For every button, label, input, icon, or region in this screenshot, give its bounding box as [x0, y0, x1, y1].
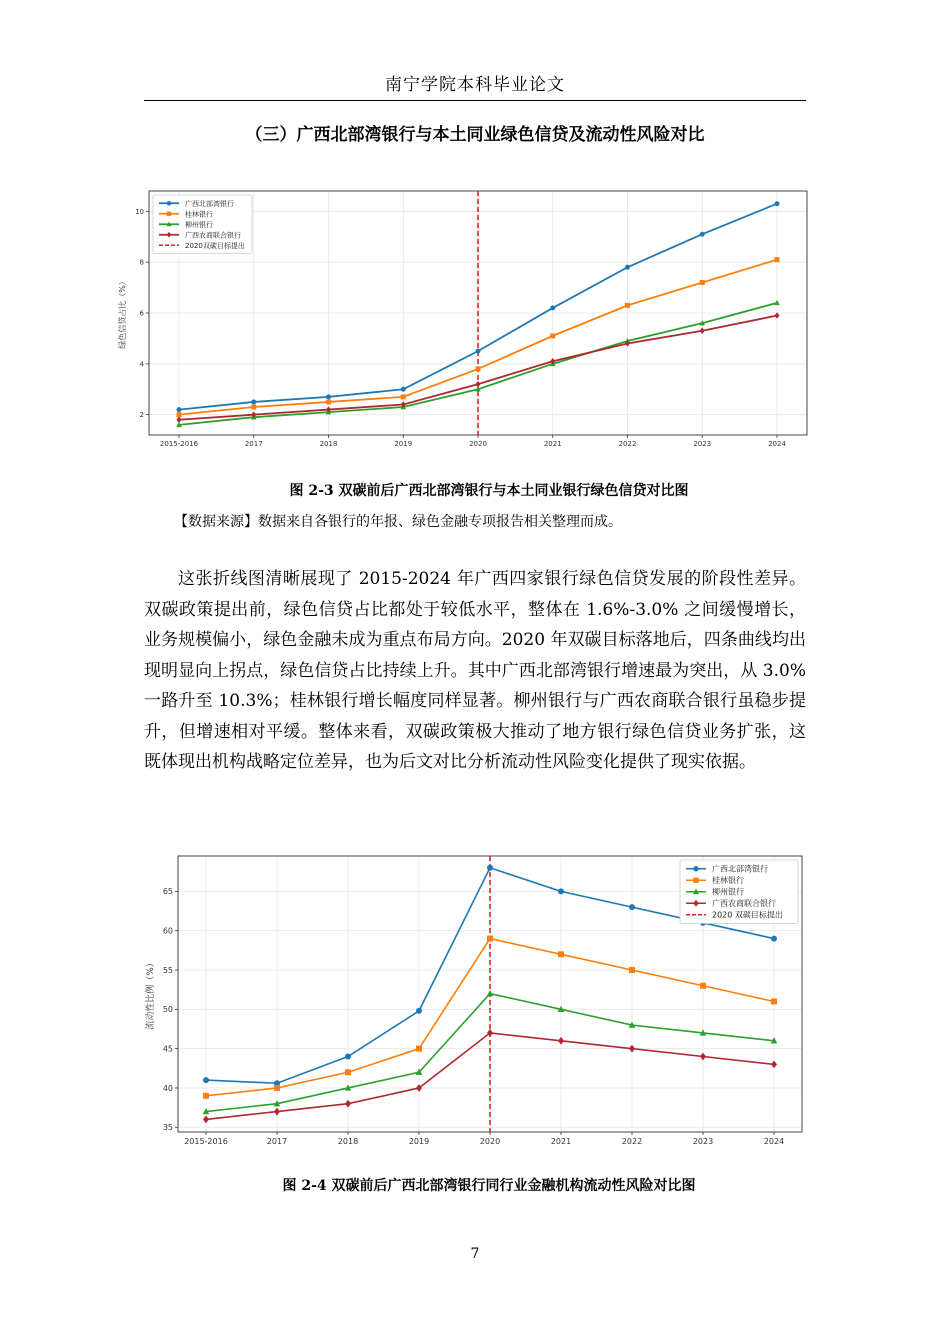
figure-caption-2: 图 2-4 双碳前后广西北部湾银行同行业金融机构流动性风险对比图: [282, 1178, 696, 1194]
data-point: [476, 366, 481, 371]
data-point: [771, 1060, 777, 1068]
y-tick-label: 35: [162, 1123, 173, 1133]
legend-entry: 广西北部湾银行: [185, 199, 234, 208]
x-tick-label: 2021: [550, 1137, 572, 1146]
data-point: [700, 280, 705, 285]
y-tick-label: 45: [162, 1044, 173, 1054]
legend-entry: 广西农商联合银行: [712, 899, 776, 909]
data-point: [177, 412, 182, 417]
data-point: [326, 394, 331, 399]
data-point: [416, 1084, 422, 1092]
x-tick-label: 2023: [692, 1137, 714, 1146]
y-tick-label: 6: [139, 309, 144, 318]
data-source-note: 【数据来源】数据来自各银行的年报、绿色金融专项报告相关整理而成。: [174, 514, 622, 530]
data-point: [629, 967, 635, 973]
y-axis-label: 绿色信贷占比（%）: [118, 277, 127, 349]
data-point: [203, 1116, 209, 1124]
data-point: [476, 349, 481, 354]
x-tick-label: 2023: [693, 440, 712, 448]
data-point: [629, 1045, 635, 1053]
legend-marker: [167, 212, 172, 217]
x-tick-label: 2017: [266, 1137, 288, 1146]
x-tick-label: 2024: [763, 1137, 785, 1146]
legend-marker: [167, 201, 172, 206]
data-point: [416, 1046, 422, 1052]
data-point: [203, 1093, 209, 1099]
legend-entry: 广西农商联合银行: [185, 231, 241, 240]
green-credit-chart: [112, 186, 812, 461]
data-point: [416, 1008, 422, 1014]
data-point: [700, 232, 705, 237]
data-point: [487, 1029, 493, 1037]
legend-marker: [693, 878, 698, 883]
data-point: [700, 983, 706, 989]
x-tick-label: 2020: [479, 1137, 501, 1146]
legend-entry: 柳州银行: [712, 887, 744, 897]
page-number: 7: [470, 1246, 480, 1262]
y-tick-label: 10: [135, 207, 144, 216]
data-point: [345, 1069, 351, 1075]
data-point: [771, 998, 777, 1004]
x-tick-label: 2020: [469, 440, 487, 448]
data-point: [345, 1054, 351, 1060]
data-point: [345, 1100, 351, 1108]
x-tick-label: 2021: [543, 440, 562, 448]
legend-entry: 2020双碳目标提出: [185, 241, 245, 250]
y-tick-label: 55: [162, 965, 173, 975]
y-tick-label: 2: [139, 411, 144, 420]
y-tick-label: 40: [162, 1083, 173, 1093]
legend-entry: 2020 双碳目标提出: [712, 910, 783, 920]
legend-entry: 柳州银行: [185, 220, 213, 229]
x-tick-label: 2018: [337, 1137, 359, 1146]
liquidity-chart: [140, 848, 808, 1156]
x-tick-label: 2017: [244, 440, 263, 448]
x-tick-label: 2019: [394, 440, 413, 448]
liquidity-chart-svg: [140, 848, 808, 1156]
x-tick-label: 2015-2016: [159, 440, 199, 448]
data-point: [177, 417, 182, 424]
data-point: [629, 904, 635, 910]
data-point: [476, 381, 481, 388]
data-point: [487, 936, 493, 942]
x-tick-label: 2015-2016: [184, 1137, 228, 1146]
data-point: [203, 1077, 209, 1083]
data-point: [401, 394, 406, 399]
legend-entry: 桂林银行: [712, 876, 744, 886]
legend-marker: [693, 866, 698, 871]
header-rule: [144, 100, 806, 101]
x-tick-label: 2019: [408, 1137, 430, 1146]
data-point: [487, 865, 493, 871]
data-point: [771, 936, 777, 942]
figure-caption-1: 图 2-3 双碳前后广西北部湾银行与本土同业银行绿色信贷对比图: [289, 483, 689, 499]
data-point: [775, 201, 780, 206]
y-tick-label: 60: [162, 926, 173, 936]
data-point: [700, 1053, 706, 1061]
data-point: [700, 328, 705, 335]
y-tick-label: 8: [139, 258, 144, 267]
x-tick-label: 2018: [319, 440, 338, 448]
y-tick-label: 50: [162, 1005, 173, 1015]
data-point: [326, 399, 331, 404]
data-point: [274, 1108, 280, 1116]
legend-entry: 广西北部湾银行: [712, 864, 768, 874]
data-point: [558, 1037, 564, 1045]
data-point: [177, 407, 182, 412]
data-point: [558, 888, 564, 894]
body-paragraph: 这张折线图清晰展现了 2015-2024 年广西四家银行绿色信贷发展的阶段性差异。双碳政策提出前，绿色信贷占比都处于较低水平，整体在 1.6%-3.0% 之间缓慢增长，业务规模偏小，绿色金融未成为重点布局方向。2020 年双碳目标落地后，四条曲线均出现明显向上拐点，绿色信贷占比持续上升。其中广西北部湾银行增速最为突出，从 3.0% 一路升至 10.3%；桂林银行增长幅度同样显著。柳州银行与广西农商联合银行虽稳步提升，但增速相对平缓。整体来看，双碳政策极大推动了地方银行绿色信贷业务扩张，这既体现出机构战略定位差异，也为后文对比分析流动性风险变化提供了现实依据。: [144, 569, 806, 772]
data-point: [625, 303, 630, 308]
data-point: [401, 387, 406, 392]
y-tick-label: 4: [139, 360, 144, 369]
data-point: [251, 399, 256, 404]
data-point: [625, 265, 630, 270]
data-point: [487, 990, 494, 996]
data-point: [558, 951, 564, 957]
x-tick-label: 2024: [768, 440, 786, 448]
data-point: [550, 333, 555, 338]
data-point: [274, 1085, 280, 1091]
data-point: [550, 305, 555, 310]
x-tick-label: 2022: [621, 1137, 643, 1146]
x-tick-label: 2022: [618, 440, 637, 448]
data-point: [775, 257, 780, 262]
section-title: （三）广西北部湾银行与本土同业绿色信贷及流动性风险对比: [245, 125, 705, 145]
y-axis-label: 流动性比例（%）: [146, 958, 156, 1030]
legend-entry: 桂林银行: [185, 210, 213, 219]
y-tick-label: 65: [162, 887, 173, 897]
running-head: 南宁学院本科毕业论文: [385, 75, 565, 95]
data-point: [251, 405, 256, 410]
green-credit-chart-svg: [112, 186, 812, 461]
